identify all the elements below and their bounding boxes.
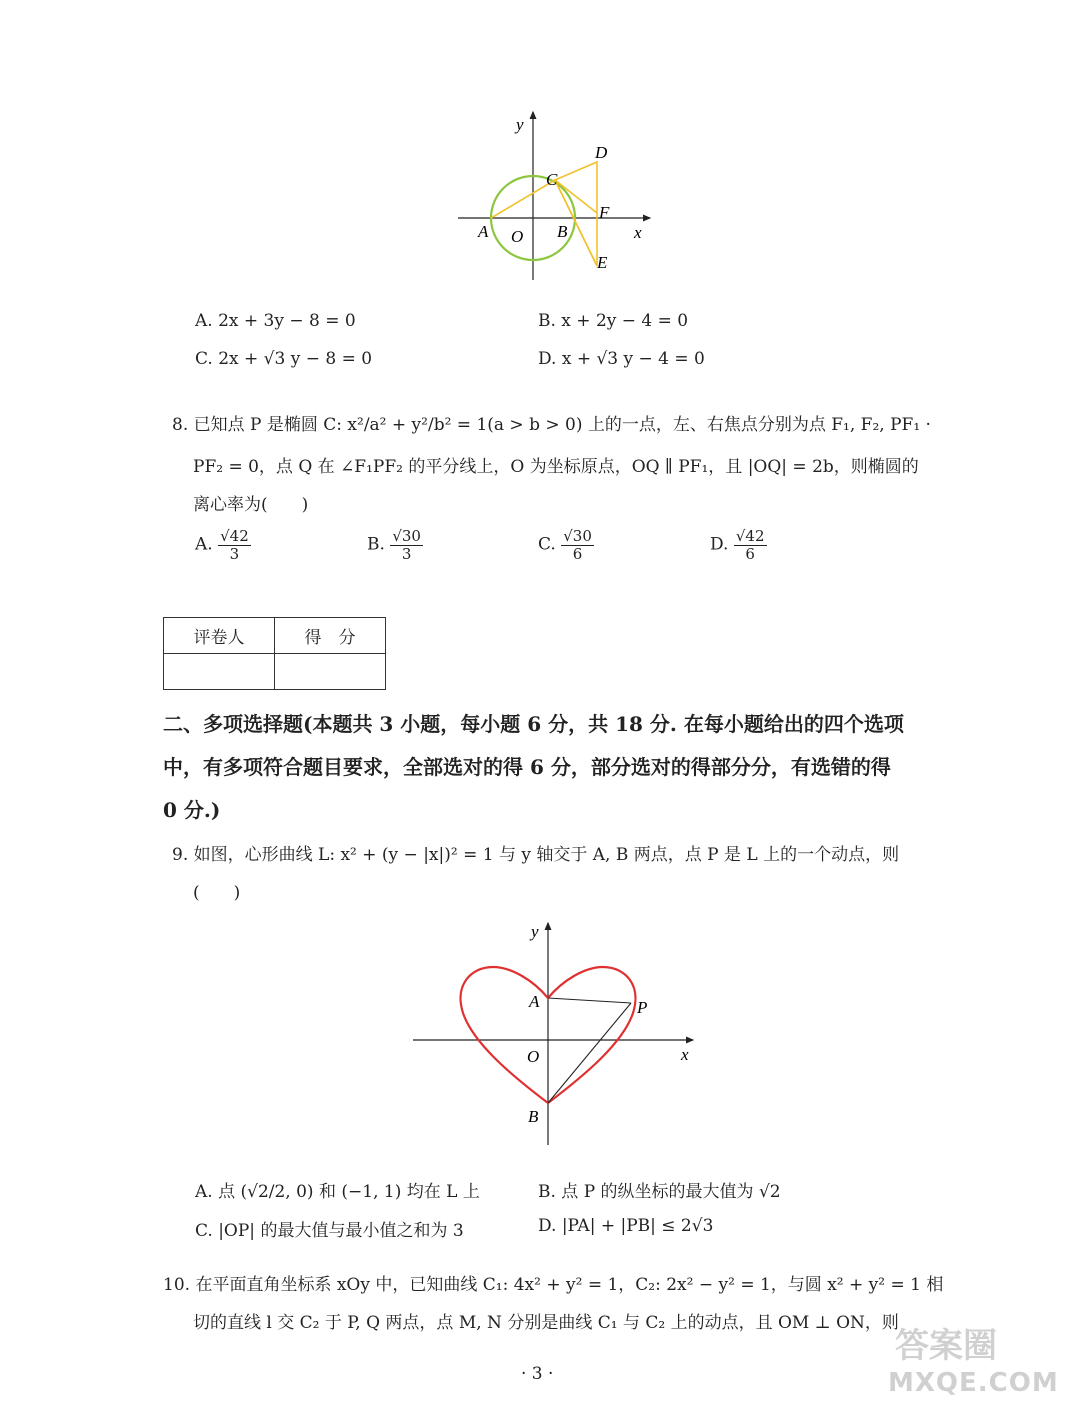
q7-option-d: D. x + √3 y − 4 = 0 [538,349,705,369]
q10-line2: 切的直线 l 交 C₂ 于 P, Q 两点，点 M, N 分别是曲线 C₁ 与 C₂ 上的动点，且 OM ⊥ ON，则 [193,1313,899,1333]
label-y: y [516,115,524,134]
label-A: A [478,222,489,241]
q8-option-d: D. $\frac{√42}{6}$ [710,527,765,563]
label-x: x [634,223,642,242]
figure-circle-triangle [440,100,670,290]
section2-line1: 二、多项选择题(本题共 3 小题，每小题 6 分，共 18 分. 在每小题给出的四个选项 [163,712,904,736]
q9-option-a: A. 点 (√2/2, 0) 和 (−1, 1) 均在 L 上 [195,1182,480,1202]
label-A: A [529,992,540,1011]
q9-option-d: D. |PA| + |PB| ≤ 2√3 [538,1216,714,1236]
q8-line2: PF₂ = 0，点 Q 在 ∠F₁PF₂ 的平分线上，O 为坐标原点，OQ ∥ PF₁，且 |OQ| = 2b，则椭圆的 [193,457,919,477]
q8-line3: 离心率为( ) [193,495,309,515]
score-table-col2: 得 分 [275,618,386,654]
label-E: E [597,253,608,272]
segment-A-P [548,998,631,1003]
label-D: D [595,143,608,162]
q9-option-b: B. 点 P 的纵坐标的最大值为 √2 [538,1182,781,1202]
q9-line1: 9. 如图，心形曲线 L: x² + (y − |x|)² = 1 与 y 轴交于 A, B 两点，点 P 是 L 上的一个动点，则 [172,845,900,865]
score-table [163,617,386,690]
label-B: B [528,1107,539,1126]
section2-line2: 中，有多项符合题目要求，全部选对的得 6 分，部分选对的得部分分，有选错的得 [163,755,891,779]
q7-option-c: C. 2x + √3 y − 8 = 0 [195,349,373,369]
score-table-col1: 评卷人 [164,618,275,654]
page-number: · 3 · [521,1364,554,1384]
segment-P-B [548,1003,631,1103]
label-O: O [527,1047,540,1066]
label-B: B [557,222,568,241]
label-O: O [511,227,524,246]
watermark-url: MXQE.COM [888,1368,1059,1398]
q8-option-a: A. $\frac{√42}{3}$ [195,527,249,563]
label-C: C [546,170,558,189]
label-x: x [681,1045,689,1064]
q10-line1: 10. 在平面直角坐标系 xOy 中，已知曲线 C₁: 4x² + y² = 1，C₂: 2x² − y² = 1，与圆 x² + y² = 1 相 [163,1275,944,1295]
section2-line3: 0 分.) [163,798,221,822]
watermark-logo: 答案圈 [895,1326,997,1366]
q8-option-b: B. $\frac{√30}{3}$ [367,527,421,563]
label-y: y [531,922,539,941]
q9-option-c: C. |OP| 的最大值与最小值之和为 3 [195,1221,464,1241]
label-F: F [599,203,610,222]
figure-heart-curve [405,915,705,1150]
q9-line2: ( ) [193,883,241,903]
q7-option-b: B. x + 2y − 4 = 0 [538,311,689,331]
q8-line1: 8. 已知点 P 是椭圆 C: x²/a² + y²/b² = 1(a > b > 0) 上的一点，左、右焦点分别为点 F₁, F₂, PF₁ · [172,415,931,435]
score-table-cell-reviewer[interactable] [164,654,275,690]
label-P: P [637,998,648,1017]
q7-option-a: A. 2x + 3y − 8 = 0 [195,311,356,331]
q8-option-c: C. $\frac{√30}{6}$ [538,527,592,563]
score-table-cell-score[interactable] [275,654,386,690]
